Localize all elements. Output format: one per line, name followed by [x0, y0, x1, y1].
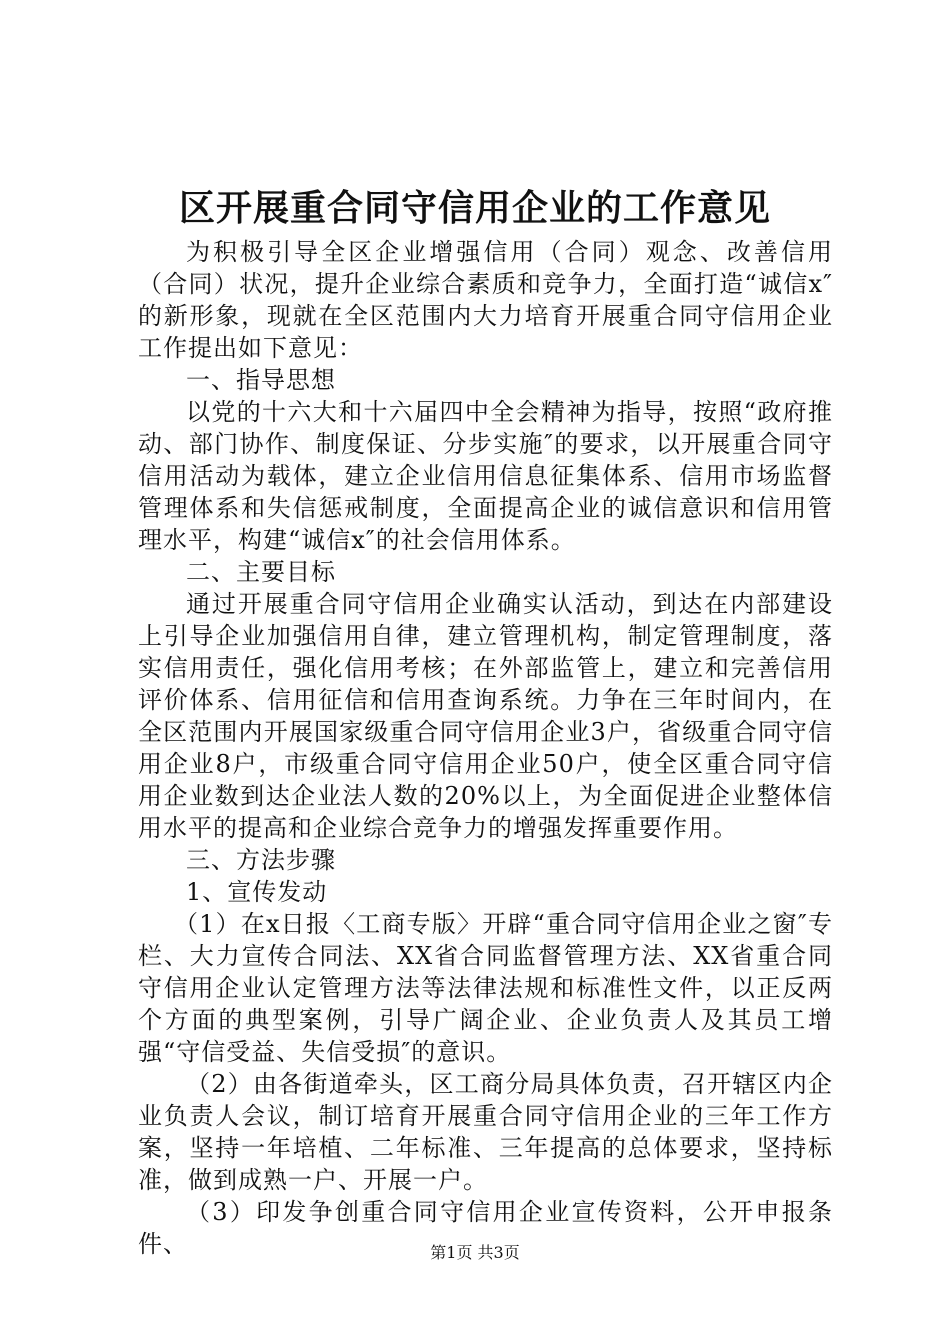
document-title: 区开展重合同守信用企业的工作意见 — [178, 187, 771, 229]
section-heading-guiding-thought: 一、指导思想 — [186, 366, 336, 394]
section-heading-methods: 三、方法步骤 — [186, 846, 336, 874]
publicity-item-2: （2）由各街道牵头，区工商分局具体负责，召开辖区内企业负责人会议，制订培育开展重合同守信用企业的三年工作方案，坚持一年培植、二年标准、三年提高的总体要求，坚持标准，做到成熟一户、开展一户。 — [138, 1070, 833, 1194]
publicity-item-3: （3）印发争创重合同守信用企业宣传资料，公开申报条件、 — [138, 1198, 833, 1258]
main-goals-paragraph: 通过开展重合同守信用企业确实认活动，到达在内部建设上引导企业加强信用自律，建立管理机构，制定管理制度，落实信用责任，强化信用考核；在外部监管上，建立和完善信用评价体系、信用征信和信用查询系统。力争在三年时间内，在全区范围内开展国家级重合同守信用企业3户，省级重合同守信用企业8户，市级重合同守信用企业50户，使全区重合同守信用企业数到达企业法人数的20%以上，为全面促进企业整体信用水平的提高和企业综合竞争力的增强发挥重要作用。 — [138, 590, 833, 842]
subsection-heading-publicity: 1、宣传发动 — [186, 878, 328, 906]
publicity-item-1: （1）在x日报〈工商专版〉开辟“重合同守信用企业之窗″专栏、大力宣传合同法、XX省合同监督管理方法、XX省重合同守信用企业认定管理方法等法律法规和标准性文件，以正反两个方面的典型案例，引导广阔企业、企业负责人及其员工增强“守信受益、失信受损″的意识。 — [138, 910, 833, 1066]
guiding-thought-paragraph: 以党的十六大和十六届四中全会精神为指导，按照“政府推动、部门协作、制度保证、分步实施″的要求，以开展重合同守信用活动为载体，建立企业信用信息征集体系、信用市场监督管理体系和失信惩戒制度，全面提高企业的诚信意识和信用管理水平，构建“诚信x″的社会信用体系。 — [138, 398, 833, 554]
page-footer: 第1页 共3页 — [430, 1243, 520, 1262]
intro-paragraph: 为积极引导全区企业增强信用（合同）观念、改善信用（合同）状况，提升企业综合素质和竞争力，全面打造“诚信x″的新形象，现就在全区范围内大力培育开展重合同守信用企业工作提出如下意见： — [138, 238, 833, 362]
section-heading-main-goals: 二、主要目标 — [186, 558, 336, 586]
document-body — [138, 236, 833, 1260]
